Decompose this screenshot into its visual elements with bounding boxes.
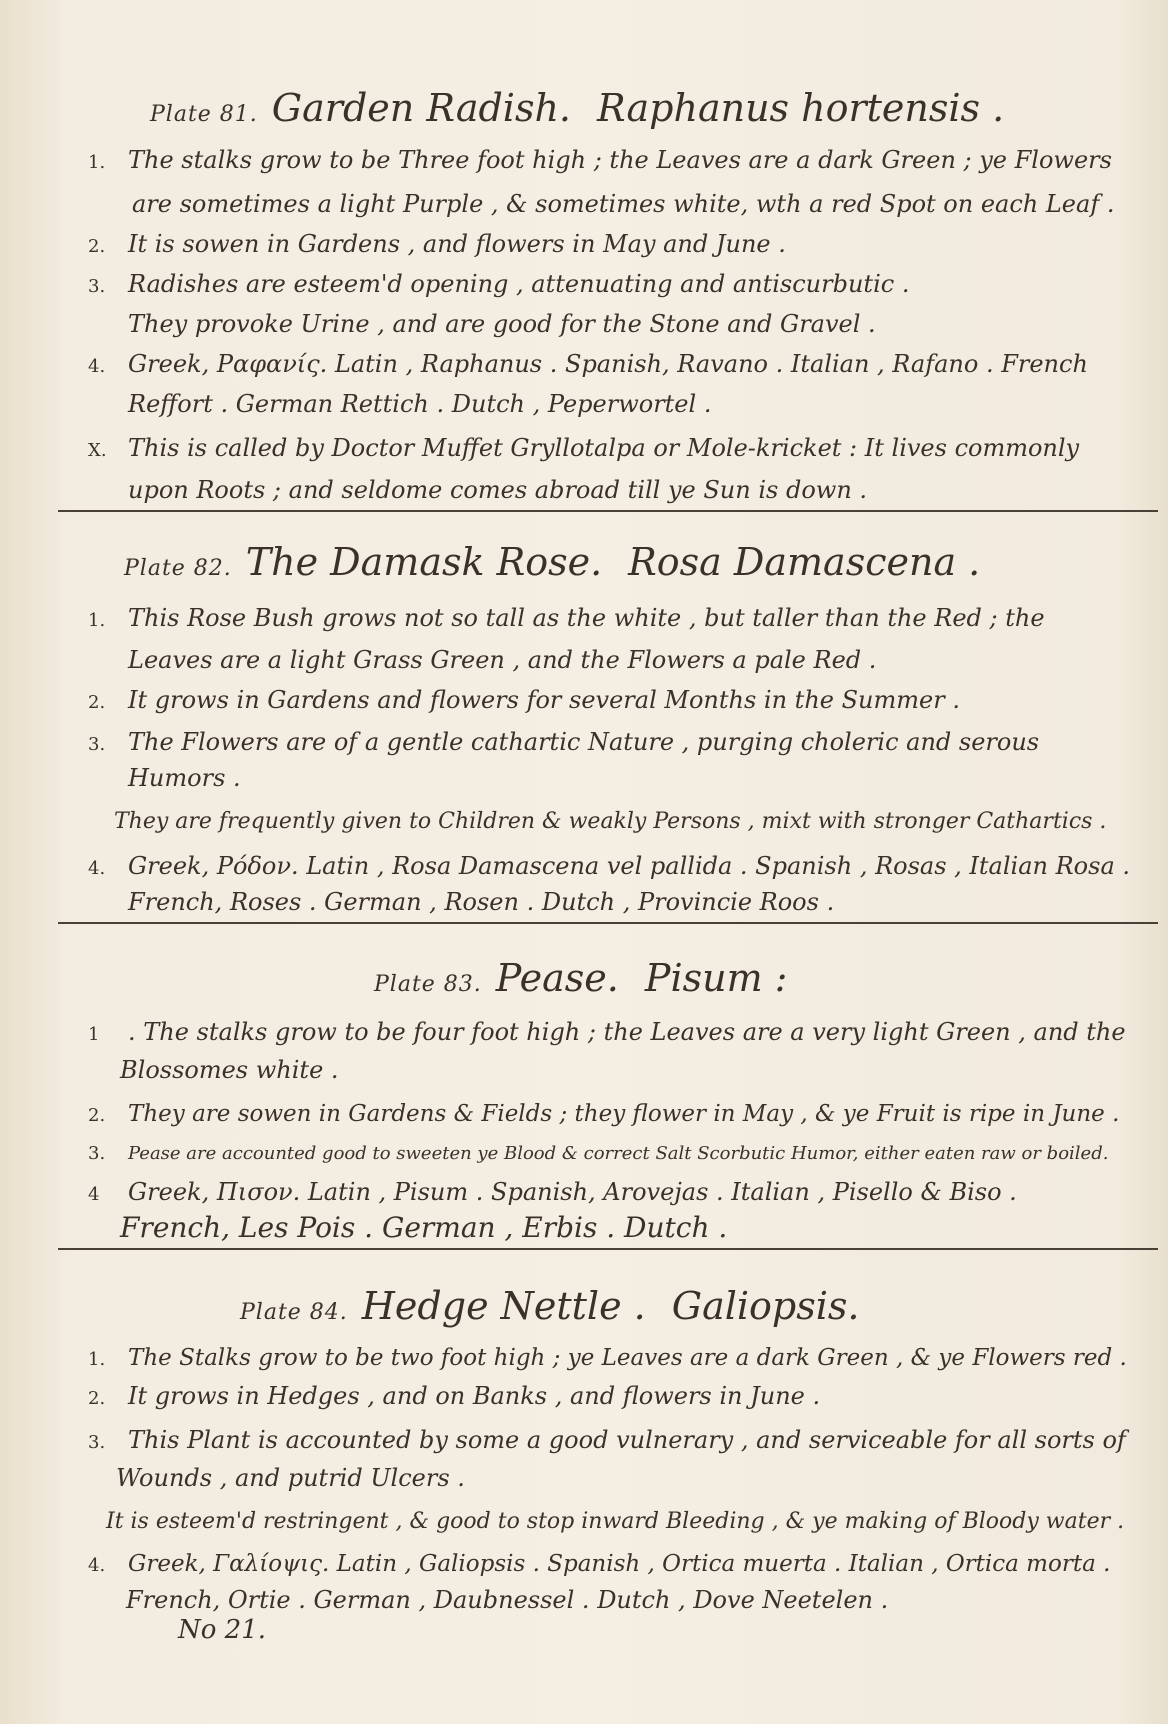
plate-81-item-1 xyxy=(88,140,1148,183)
latin-name: Pisum : xyxy=(644,956,788,1000)
plate-82-item-3 xyxy=(88,722,1148,765)
item-text: . The stalks grow to be four foot high ; the Leaves are a very light Green , and the xyxy=(128,1018,1126,1046)
plate-83-item-1-cont: Blossomes white . xyxy=(120,1056,339,1084)
item-number: 2. xyxy=(88,692,106,713)
plate-82-note: They are frequently given to Children & weakly Persons , mixt with stronger Cathartics . xyxy=(114,809,1107,834)
item-number: 3. xyxy=(88,734,106,755)
plate-84-item-3-cont: Wounds , and putrid Ulcers . xyxy=(116,1464,465,1492)
item-text: The stalks grow to be Three foot high ; the Leaves are a dark Green ; ye Flowers xyxy=(128,146,1112,174)
item-number: 4 xyxy=(88,1184,100,1205)
plate-81-item-x-cont: upon Roots ; and seldome comes abroad till ye Sun is down . xyxy=(128,476,868,504)
item-text: Radishes are esteem'd opening , attenuating and antiscurbutic . xyxy=(128,270,910,298)
plate-83-item-1 xyxy=(88,1012,1148,1055)
item-number: 3. xyxy=(88,276,106,297)
common-name: Pease. xyxy=(495,956,619,1000)
item-text: Greek, Ρόδον. Latin , Rosa Damascena vel pallida . Spanish , Rosas , Italian Rosa . xyxy=(128,852,1131,880)
plate-label: Plate 81. xyxy=(150,102,258,127)
plate-81-item-3-cont: They provoke Urine , and are good for the Stone and Gravel . xyxy=(128,310,876,338)
plate-83-heading xyxy=(374,956,788,1000)
common-name: Garden Radish. xyxy=(271,86,572,130)
plate-82-item-3-cont: Humors . xyxy=(128,764,241,792)
common-name: Hedge Nettle . xyxy=(361,1284,646,1328)
latin-name: Galiopsis. xyxy=(671,1284,860,1328)
plate-81-item-x xyxy=(88,428,1148,471)
plate-83-item-2 xyxy=(88,1094,1148,1136)
item-number: 2. xyxy=(88,1105,106,1126)
item-text: They are sowen in Gardens & Fields ; they flower in May , & ye Fruit is ripe in June . xyxy=(128,1101,1120,1127)
plate-82-item-1 xyxy=(88,598,1148,641)
plate-81-heading xyxy=(150,86,1004,130)
latin-name: Raphanus hortensis . xyxy=(597,86,1005,130)
item-text: Greek, Γαλίοψις. Latin , Galiopsis . Spanish , Ortica muerta . Italian , Ortica morta . xyxy=(128,1551,1111,1577)
item-number: 1. xyxy=(88,1349,106,1370)
plate-84-note: It is esteem'd restringent , & good to stop inward Bleeding , & ye making of Bloody water . xyxy=(106,1509,1125,1534)
item-number: 3. xyxy=(88,1432,106,1453)
item-text: It is sowen in Gardens , and flowers in May and June . xyxy=(128,230,786,258)
plate-label: Plate 82. xyxy=(124,556,232,581)
plate-81-item-2 xyxy=(88,224,1148,267)
item-text: This Rose Bush grows not so tall as the white , but taller than the Red ; the xyxy=(128,604,1045,632)
item-number: 2. xyxy=(88,1388,106,1409)
item-text: This Plant is accounted by some a good vulnerary , and serviceable for all sorts of xyxy=(128,1426,1126,1454)
item-text: The Stalks grow to be two foot high ; ye Leaves are a dark Green , & ye Flowers red . xyxy=(128,1345,1127,1371)
item-text: Greek, Πισον. Latin , Pisum . Spanish, Arovejas . Italian , Pisello & Biso . xyxy=(128,1178,1017,1206)
latin-name: Rosa Damascena . xyxy=(628,540,981,584)
item-number: 1. xyxy=(88,152,106,173)
item-number: 4. xyxy=(88,1555,106,1576)
plate-84-heading xyxy=(240,1284,860,1328)
plate-83-item-3 xyxy=(88,1134,1148,1174)
item-number: 1 xyxy=(88,1024,100,1045)
plate-84-item-2 xyxy=(88,1376,1148,1419)
plate-label: Plate 83. xyxy=(374,972,482,997)
plate-label: Plate 84. xyxy=(240,1300,348,1325)
item-text: Pease are accounted good to sweeten ye Blood & correct Salt Scorbutic Humor, either eaten raw or boiled. xyxy=(128,1143,1109,1164)
plate-82-item-1-cont: Leaves are a light Grass Green , and the Flowers a pale Red . xyxy=(128,646,877,674)
item-text: This is called by Doctor Muffet Gryllotalpa or Mole-kricket : It lives commonly xyxy=(128,434,1080,462)
item-text: It grows in Gardens and flowers for several Months in the Summer . xyxy=(128,686,960,714)
plate-82-item-4-cont: French, Roses . German , Rosen . Dutch , Provincie Roos . xyxy=(128,888,835,916)
item-number: 4. xyxy=(88,858,106,879)
common-name: The Damask Rose. xyxy=(245,540,603,584)
item-text: The Flowers are of a gentle cathartic Nature , purging choleric and serous xyxy=(128,728,1040,756)
section-divider xyxy=(58,1248,1158,1250)
plate-84-item-4-cont: French, Ortie . German , Daubnessel . Dutch , Dove Neetelen . xyxy=(126,1586,889,1614)
item-number: X. xyxy=(88,440,107,461)
item-text: It grows in Hedges , and on Banks , and flowers in June . xyxy=(128,1382,821,1410)
item-number: 3. xyxy=(88,1143,106,1164)
item-number: 1. xyxy=(88,610,106,631)
plate-81-item-4-cont: Reffort . German Rettich . Dutch , Peperwortel . xyxy=(128,390,712,418)
plate-81-item-3 xyxy=(88,264,1148,307)
section-divider xyxy=(58,922,1158,924)
plate-81-item-1-cont: are sometimes a light Purple , & sometimes white, wth a red Spot on each Leaf . xyxy=(132,190,1115,218)
section-divider xyxy=(58,510,1158,512)
item-text: Greek, Ραφανίς. Latin , Raphanus . Spanish, Ravano . Italian , Rafano . French xyxy=(128,350,1088,378)
signature-mark: No 21. xyxy=(178,1615,267,1645)
item-number: 2. xyxy=(88,236,106,257)
plate-81-item-4 xyxy=(88,344,1148,387)
plate-84-item-1 xyxy=(88,1338,1148,1380)
plate-83-item-4-cont: French, Les Pois . German , Erbis . Dutch . xyxy=(120,1211,728,1244)
plate-82-heading xyxy=(124,540,980,584)
plate-82-item-2 xyxy=(88,680,1148,723)
item-number: 4. xyxy=(88,356,106,377)
plate-84-item-3 xyxy=(88,1420,1148,1463)
